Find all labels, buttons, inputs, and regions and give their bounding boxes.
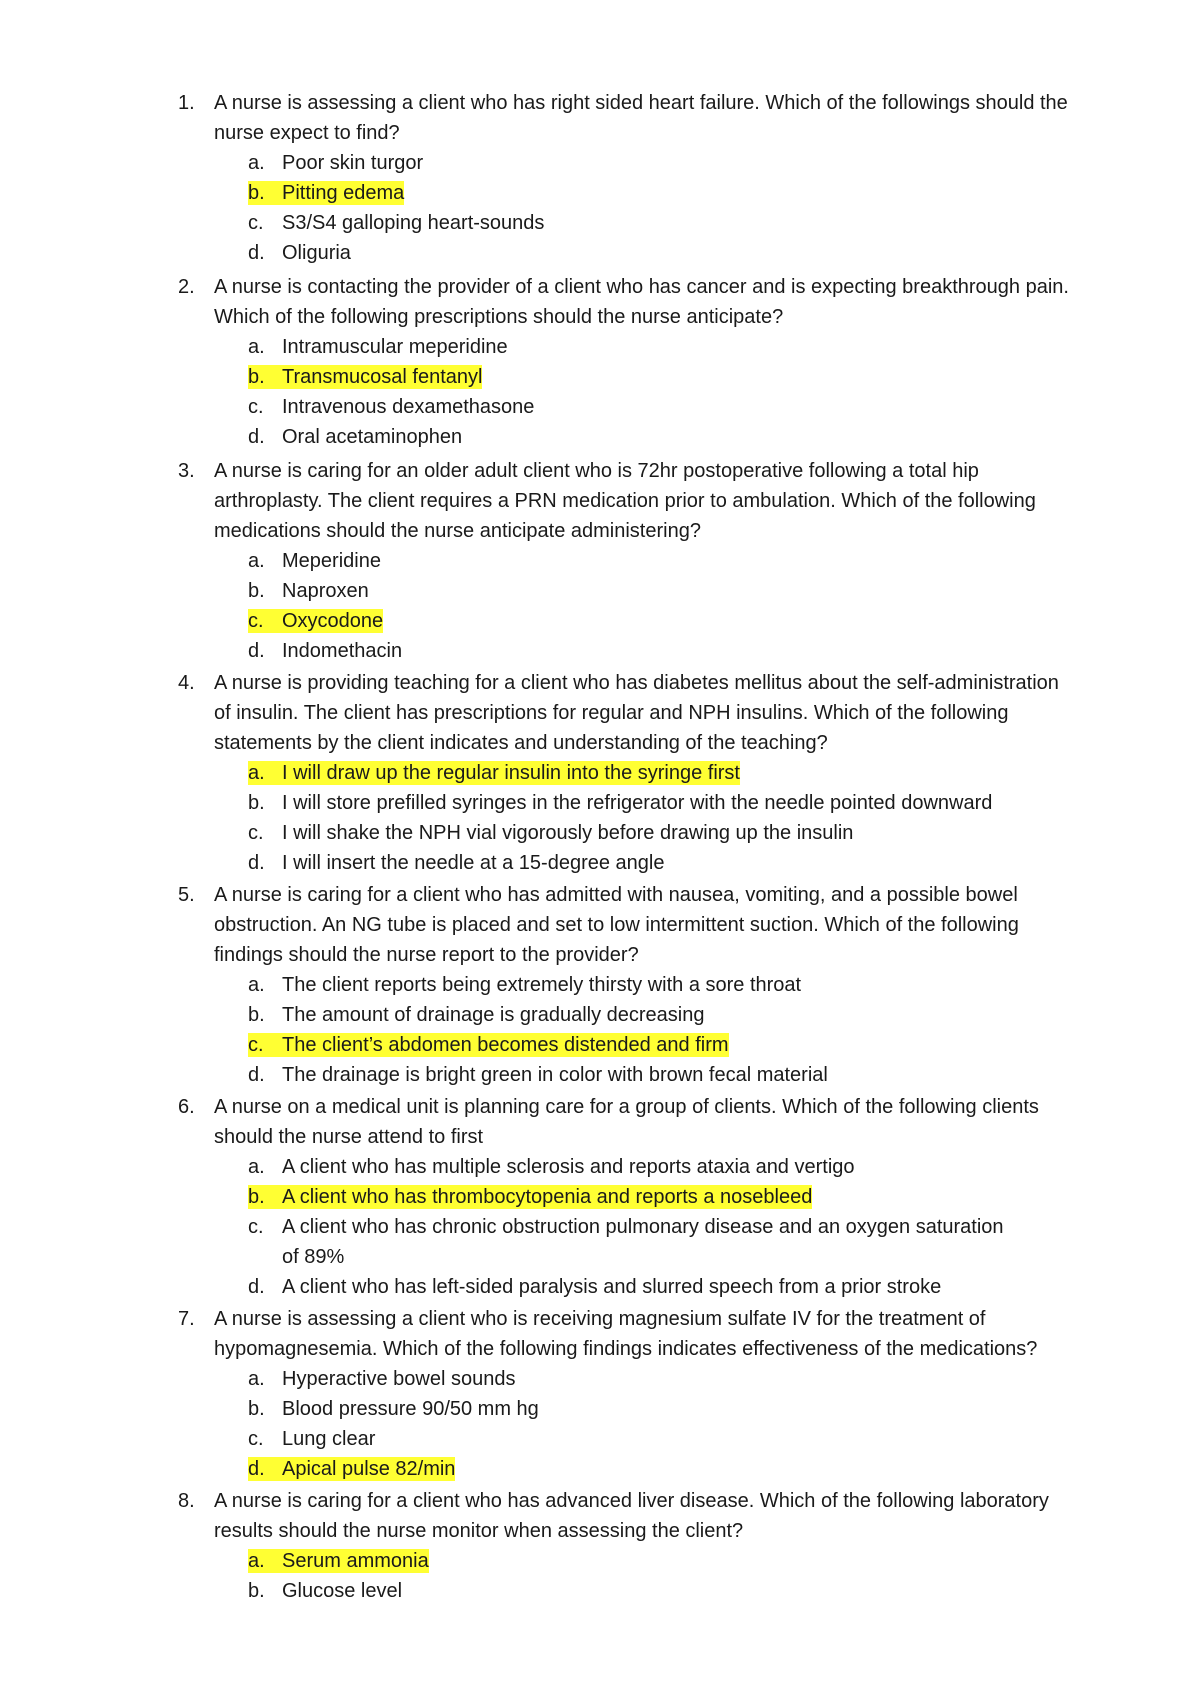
option-a bbox=[248, 1152, 1008, 1182]
option-text: A client who has multiple sclerosis and reports ataxia and vertigo bbox=[282, 1156, 855, 1178]
question-text: A nurse is caring for an older adult client who is 72hr postoperative following a total hip arthroplasty. The client requires a PRN medication prior to ambulation. Which of the following medications should the nurse anticipate administering? bbox=[214, 460, 1036, 542]
option-letter: b. bbox=[248, 1186, 265, 1208]
option-highlight bbox=[248, 365, 482, 389]
option-highlight bbox=[248, 242, 351, 264]
question-text: A nurse is caring for a client who has admitted with nausea, vomiting, and a possible bowel obstruction. An NG tube is placed and set to low intermittent suction. Which of the following findings should the nurse report to the provider? bbox=[214, 884, 1019, 966]
option-a bbox=[248, 1546, 1008, 1576]
option-text: Indomethacin bbox=[282, 640, 403, 662]
option-b bbox=[248, 576, 1008, 606]
question-number: 1. bbox=[178, 92, 195, 114]
option-highlight bbox=[248, 1580, 402, 1602]
option-text: A client who has chronic obstruction pulmonary disease and an oxygen saturation of 89% bbox=[282, 1216, 1004, 1268]
option-highlight bbox=[248, 609, 383, 633]
option-a bbox=[248, 758, 1008, 788]
option-c bbox=[248, 1424, 1008, 1454]
option-letter: b. bbox=[248, 366, 265, 388]
question-number: 4. bbox=[178, 672, 195, 694]
option-letter: b. bbox=[248, 1398, 265, 1420]
option-list bbox=[248, 332, 1078, 452]
option-highlight bbox=[248, 550, 381, 572]
question-4 bbox=[178, 668, 1078, 880]
question-text: A nurse is assessing a client who has right sided heart failure. Which of the followings should the nurse expect to find? bbox=[214, 92, 1068, 144]
option-text: Transmucosal fentanyl bbox=[282, 366, 483, 388]
option-text: Oliguria bbox=[282, 242, 351, 264]
option-text: I will insert the needle at a 15-degree angle bbox=[282, 852, 665, 874]
option-b bbox=[248, 1182, 1008, 1212]
option-letter: b. bbox=[248, 792, 265, 814]
option-d bbox=[248, 848, 1008, 878]
option-text: I will shake the NPH vial vigorously before drawing up the insulin bbox=[282, 822, 854, 844]
option-highlight bbox=[248, 822, 853, 844]
option-highlight bbox=[248, 396, 534, 418]
option-text: Naproxen bbox=[282, 580, 369, 602]
option-letter: a. bbox=[248, 152, 265, 174]
question-2 bbox=[178, 272, 1078, 456]
option-text: Poor skin turgor bbox=[282, 152, 424, 174]
question-number: 8. bbox=[178, 1490, 195, 1512]
option-text: I will store prefilled syringes in the refrigerator with the needle pointed downward bbox=[282, 792, 993, 814]
option-highlight bbox=[248, 1064, 828, 1086]
option-letter: c. bbox=[248, 1034, 264, 1056]
option-letter: b. bbox=[248, 580, 265, 602]
option-text: Meperidine bbox=[282, 550, 381, 572]
question-number: 6. bbox=[178, 1096, 195, 1118]
option-text: I will draw up the regular insulin into the syringe first bbox=[282, 762, 740, 784]
option-highlight bbox=[248, 1004, 704, 1026]
option-highlight bbox=[248, 1276, 941, 1298]
option-text: The client reports being extremely thirsty with a sore throat bbox=[282, 974, 802, 996]
option-text: Hyperactive bowel sounds bbox=[282, 1368, 516, 1390]
option-highlight bbox=[248, 1185, 812, 1209]
question-list bbox=[178, 88, 1078, 1616]
option-d bbox=[248, 1272, 1008, 1302]
option-highlight bbox=[248, 761, 740, 785]
option-letter: d. bbox=[248, 1276, 265, 1298]
option-highlight bbox=[248, 1428, 375, 1450]
option-letter: b. bbox=[248, 1580, 265, 1602]
option-text: S3/S4 galloping heart-sounds bbox=[282, 212, 545, 234]
option-letter: c. bbox=[248, 610, 264, 632]
option-text: Pitting edema bbox=[282, 182, 405, 204]
option-a bbox=[248, 148, 1008, 178]
option-letter: c. bbox=[248, 396, 264, 418]
option-a bbox=[248, 1364, 1008, 1394]
option-list bbox=[248, 1546, 1078, 1606]
option-text: Intramuscular meperidine bbox=[282, 336, 508, 358]
option-highlight bbox=[248, 792, 992, 814]
option-c bbox=[248, 392, 1008, 422]
option-d bbox=[248, 238, 1008, 268]
option-text: Glucose level bbox=[282, 1580, 403, 1602]
option-highlight bbox=[248, 1033, 729, 1057]
option-b bbox=[248, 788, 1008, 818]
option-d bbox=[248, 636, 1008, 666]
option-b bbox=[248, 362, 1008, 392]
question-text: A nurse is caring for a client who has advanced liver disease. Which of the following laboratory results should the nurse monitor when assessing the client? bbox=[214, 1490, 1049, 1542]
option-text: Oxycodone bbox=[282, 610, 384, 632]
option-d bbox=[248, 422, 1008, 452]
option-letter: a. bbox=[248, 1156, 265, 1178]
option-c bbox=[248, 208, 1008, 238]
option-highlight bbox=[248, 1368, 515, 1390]
option-text: Apical pulse 82/min bbox=[282, 1458, 456, 1480]
option-highlight bbox=[248, 181, 404, 205]
option-c bbox=[248, 818, 1008, 848]
option-letter: a. bbox=[248, 974, 265, 996]
option-text: Oral acetaminophen bbox=[282, 426, 463, 448]
option-a bbox=[248, 546, 1008, 576]
option-letter: c. bbox=[248, 1428, 264, 1450]
option-highlight bbox=[248, 426, 462, 448]
option-highlight bbox=[248, 580, 369, 602]
option-highlight bbox=[248, 1398, 539, 1420]
option-list bbox=[248, 546, 1078, 666]
option-letter: a. bbox=[248, 1368, 265, 1390]
option-list bbox=[248, 1364, 1078, 1484]
option-highlight bbox=[248, 336, 508, 358]
option-a bbox=[248, 970, 1008, 1000]
question-text: A nurse is assessing a client who is receiving magnesium sulfate IV for the treatment of hypomagnesemia. Which of the following findings indicates effectiveness of the medications? bbox=[214, 1308, 1038, 1360]
question-7 bbox=[178, 1304, 1078, 1486]
option-letter: a. bbox=[248, 1550, 265, 1572]
question-number: 5. bbox=[178, 884, 195, 906]
option-b bbox=[248, 1576, 1008, 1606]
option-c bbox=[248, 1212, 1008, 1272]
option-list bbox=[248, 970, 1078, 1090]
option-d bbox=[248, 1454, 1008, 1484]
option-highlight bbox=[248, 1549, 429, 1573]
option-b bbox=[248, 178, 1008, 208]
option-letter: d. bbox=[248, 242, 265, 264]
option-text: Intravenous dexamethasone bbox=[282, 396, 535, 418]
option-letter: a. bbox=[248, 550, 265, 572]
option-highlight bbox=[248, 212, 544, 234]
option-text: A client who has left-sided paralysis and slurred speech from a prior stroke bbox=[282, 1276, 942, 1298]
option-highlight bbox=[248, 640, 402, 662]
option-letter: d. bbox=[248, 1458, 265, 1480]
option-highlight bbox=[248, 974, 801, 996]
option-letter: d. bbox=[248, 426, 265, 448]
question-text: A nurse is providing teaching for a client who has diabetes mellitus about the self-administration of insulin. The client has prescriptions for regular and NPH insulins. Which of the following statements by the client indicates and understanding of the teaching? bbox=[214, 672, 1059, 754]
question-number: 7. bbox=[178, 1308, 195, 1330]
question-number: 2. bbox=[178, 276, 195, 298]
option-text: The amount of drainage is gradually decreasing bbox=[282, 1004, 705, 1026]
option-letter: a. bbox=[248, 762, 265, 784]
option-b bbox=[248, 1000, 1008, 1030]
option-letter: b. bbox=[248, 1004, 265, 1026]
question-text: A nurse is contacting the provider of a client who has cancer and is expecting breakthrough pain. Which of the following prescriptions should the nurse anticipate? bbox=[214, 276, 1069, 328]
option-a bbox=[248, 332, 1008, 362]
question-6 bbox=[178, 1092, 1078, 1304]
option-b bbox=[248, 1394, 1008, 1424]
option-highlight bbox=[248, 1457, 455, 1481]
option-list bbox=[248, 758, 1078, 878]
option-text: A client who has thrombocytopenia and reports a nosebleed bbox=[282, 1186, 813, 1208]
option-letter: d. bbox=[248, 640, 265, 662]
option-letter: c. bbox=[248, 212, 264, 234]
option-list bbox=[248, 148, 1078, 268]
option-highlight bbox=[248, 152, 423, 174]
question-text: A nurse on a medical unit is planning care for a group of clients. Which of the following clients should the nurse attend to first bbox=[214, 1096, 1039, 1148]
option-highlight bbox=[248, 852, 664, 874]
option-c bbox=[248, 1030, 1008, 1060]
option-d bbox=[248, 1060, 1008, 1090]
option-c bbox=[248, 606, 1008, 636]
option-letter: a. bbox=[248, 336, 265, 358]
option-list bbox=[248, 1152, 1078, 1302]
question-3 bbox=[178, 456, 1078, 668]
option-letter: d. bbox=[248, 1064, 265, 1086]
question-8 bbox=[178, 1486, 1078, 1616]
option-text: Blood pressure 90/50 mm hg bbox=[282, 1398, 539, 1420]
question-number: 3. bbox=[178, 460, 195, 482]
option-text: The drainage is bright green in color with brown fecal material bbox=[282, 1064, 828, 1086]
option-letter: b. bbox=[248, 182, 265, 204]
option-text: Serum ammonia bbox=[282, 1550, 429, 1572]
option-text: The client’s abdomen becomes distended and firm bbox=[282, 1034, 729, 1056]
question-1 bbox=[178, 88, 1078, 272]
option-highlight bbox=[248, 1156, 855, 1178]
question-5 bbox=[178, 880, 1078, 1092]
option-text: Lung clear bbox=[282, 1428, 376, 1450]
option-letter: c. bbox=[248, 822, 264, 844]
option-letter: c. bbox=[248, 1216, 264, 1238]
option-letter: d. bbox=[248, 852, 265, 874]
